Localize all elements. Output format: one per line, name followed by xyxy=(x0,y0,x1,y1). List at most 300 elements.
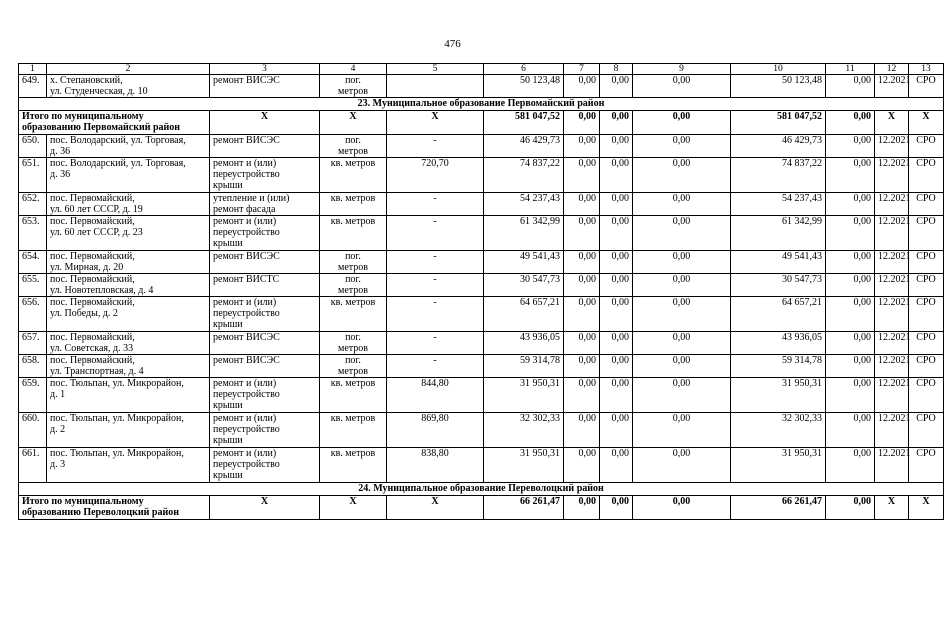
total-cell: X xyxy=(320,111,387,135)
value-cell: 0,00 xyxy=(633,297,731,332)
unit-cell xyxy=(320,135,387,158)
total-cell: X xyxy=(909,496,944,520)
value-cell: 43 936,05 xyxy=(484,332,564,355)
work-type-cell xyxy=(210,216,320,251)
work-type-cell xyxy=(210,158,320,193)
method-cell: СРО xyxy=(909,355,944,378)
unit-cell-line: метров xyxy=(338,343,368,354)
address-cell-line: ул. Победы, д. 2 xyxy=(50,308,118,319)
unit-cell-line: метров xyxy=(338,86,368,97)
value-cell: 31 950,31 xyxy=(731,448,826,483)
address-cell xyxy=(47,297,210,332)
unit-cell-line: пог. xyxy=(345,274,361,285)
unit-cell-line: пог. xyxy=(345,251,361,262)
page-number: 476 xyxy=(444,38,461,50)
unit-cell xyxy=(320,274,387,297)
address-cell-line: ул. Советская, д. 33 xyxy=(50,343,134,354)
address-cell-line: пос. Володарский, ул. Торговая, xyxy=(50,158,186,169)
quantity-cell: 720,70 xyxy=(387,158,484,193)
address-cell xyxy=(47,413,210,448)
value-cell: 43 936,05 xyxy=(731,332,826,355)
row-number: 650. xyxy=(19,135,47,158)
value-cell: 0,00 xyxy=(564,297,600,332)
value-cell: 0,00 xyxy=(600,274,633,297)
date-cell: 12.2021 xyxy=(875,413,909,448)
value-cell: 46 429,73 xyxy=(731,135,826,158)
value-cell: 0,00 xyxy=(633,274,731,297)
unit-cell-line: кв. метров xyxy=(330,378,376,389)
unit-cell xyxy=(320,413,387,448)
total-cell: 0,00 xyxy=(600,496,633,520)
date-cell: 12.2021 xyxy=(875,216,909,251)
table-row xyxy=(19,413,944,448)
value-cell: 0,00 xyxy=(600,158,633,193)
method-cell: СРО xyxy=(909,378,944,413)
work-type-cell-line: ремонт и (или) xyxy=(213,216,277,227)
work-type-cell-line: крыши xyxy=(213,319,243,330)
value-cell: 0,00 xyxy=(564,193,600,216)
table-row xyxy=(19,297,944,332)
work-type-cell xyxy=(210,332,320,355)
total-cell: 0,00 xyxy=(600,111,633,135)
address-cell-line: пос. Первомайский, xyxy=(50,355,135,366)
unit-cell-line: пог. xyxy=(345,135,361,146)
method-cell: СРО xyxy=(909,297,944,332)
method-cell: СРО xyxy=(909,216,944,251)
column-header: 6 xyxy=(484,64,564,75)
total-cell: 581 047,52 xyxy=(731,111,826,135)
unit-cell xyxy=(320,332,387,355)
work-type-cell-line: ремонт ВИСЭС xyxy=(213,75,280,86)
work-type-cell xyxy=(210,378,320,413)
unit-cell xyxy=(320,193,387,216)
work-type-cell-line: ремонт фасада xyxy=(213,204,276,215)
method-cell: СРО xyxy=(909,413,944,448)
method-cell: СРО xyxy=(909,332,944,355)
unit-cell-line: пог. xyxy=(345,75,361,86)
unit-cell xyxy=(320,355,387,378)
unit-cell xyxy=(320,216,387,251)
total-cell: 0,00 xyxy=(826,496,875,520)
address-cell-line: пос. Володарский, ул. Торговая, xyxy=(50,135,186,146)
value-cell: 0,00 xyxy=(826,158,875,193)
table-row xyxy=(19,274,944,297)
work-type-cell-line: переустройство xyxy=(213,308,280,319)
column-header: 12 xyxy=(875,64,909,75)
value-cell: 0,00 xyxy=(564,216,600,251)
address-cell xyxy=(47,274,210,297)
work-type-cell-line: крыши xyxy=(213,400,243,411)
total-label xyxy=(19,496,210,520)
quantity-cell: - xyxy=(387,251,484,274)
section-heading-row xyxy=(19,483,944,496)
value-cell: 0,00 xyxy=(826,251,875,274)
value-cell: 0,00 xyxy=(564,251,600,274)
value-cell: 0,00 xyxy=(564,413,600,448)
row-number: 658. xyxy=(19,355,47,378)
unit-cell xyxy=(320,158,387,193)
table-row xyxy=(19,378,944,413)
value-cell: 0,00 xyxy=(826,193,875,216)
column-header: 11 xyxy=(826,64,875,75)
address-cell xyxy=(47,135,210,158)
address-cell-line: пос. Первомайский, xyxy=(50,193,135,204)
value-cell: 0,00 xyxy=(826,135,875,158)
unit-cell-line: метров xyxy=(338,262,368,273)
total-cell: 0,00 xyxy=(564,111,600,135)
value-cell: 0,00 xyxy=(600,216,633,251)
value-cell: 64 657,21 xyxy=(731,297,826,332)
table-row xyxy=(19,135,944,158)
total-label-line: образованию Переволоцкий район xyxy=(22,507,179,518)
address-cell xyxy=(47,193,210,216)
column-header: 4 xyxy=(320,64,387,75)
unit-cell xyxy=(320,75,387,98)
date-cell: 12.2021 xyxy=(875,158,909,193)
address-cell-line: пос. Первомайский, xyxy=(50,332,135,343)
method-cell: СРО xyxy=(909,158,944,193)
column-header: 8 xyxy=(600,64,633,75)
address-cell-line: х. Степановский, xyxy=(50,75,123,86)
value-cell: 0,00 xyxy=(826,378,875,413)
total-cell: 0,00 xyxy=(633,496,731,520)
method-cell: СРО xyxy=(909,135,944,158)
value-cell: 74 837,22 xyxy=(484,158,564,193)
date-cell: 12.2021 xyxy=(875,75,909,98)
value-cell: 0,00 xyxy=(633,193,731,216)
table-row xyxy=(19,355,944,378)
quantity-cell: - xyxy=(387,297,484,332)
value-cell: 59 314,78 xyxy=(484,355,564,378)
value-cell: 64 657,21 xyxy=(484,297,564,332)
date-cell: 12.2021 xyxy=(875,135,909,158)
value-cell: 32 302,33 xyxy=(484,413,564,448)
date-cell: 12.2021 xyxy=(875,355,909,378)
total-label-line: Итого по муниципальному xyxy=(22,111,144,122)
work-type-cell-line: ремонт ВИСЭС xyxy=(213,332,280,343)
value-cell: 32 302,33 xyxy=(731,413,826,448)
value-cell: 0,00 xyxy=(600,297,633,332)
total-row xyxy=(19,111,944,135)
value-cell: 49 541,43 xyxy=(484,251,564,274)
value-cell: 61 342,99 xyxy=(484,216,564,251)
work-type-cell-line: переустройство xyxy=(213,459,280,470)
value-cell: 0,00 xyxy=(826,448,875,483)
value-cell: 0,00 xyxy=(826,355,875,378)
value-cell: 0,00 xyxy=(826,274,875,297)
total-cell: X xyxy=(875,496,909,520)
address-cell-line: д. 3 xyxy=(50,459,66,470)
row-number: 654. xyxy=(19,251,47,274)
address-cell xyxy=(47,251,210,274)
unit-cell xyxy=(320,448,387,483)
row-number: 652. xyxy=(19,193,47,216)
value-cell: 0,00 xyxy=(633,355,731,378)
quantity-cell: - xyxy=(387,135,484,158)
unit-cell-line: кв. метров xyxy=(330,216,376,227)
unit-cell-line: кв. метров xyxy=(330,297,376,308)
value-cell: 31 950,31 xyxy=(484,378,564,413)
value-cell: 0,00 xyxy=(564,332,600,355)
unit-cell-line: пог. xyxy=(345,332,361,343)
value-cell: 0,00 xyxy=(600,135,633,158)
quantity-cell: - xyxy=(387,332,484,355)
work-type-cell-line: ремонт и (или) xyxy=(213,448,277,459)
address-cell-line: ул. 60 лет СССР, д. 23 xyxy=(50,227,143,238)
total-cell: X xyxy=(387,496,484,520)
method-cell: СРО xyxy=(909,448,944,483)
address-cell-line: пос. Первомайский, xyxy=(50,251,135,262)
unit-cell-line: метров xyxy=(338,285,368,296)
value-cell: 54 237,43 xyxy=(484,193,564,216)
column-header: 3 xyxy=(210,64,320,75)
work-type-cell xyxy=(210,75,320,98)
row-number: 655. xyxy=(19,274,47,297)
method-cell: СРО xyxy=(909,193,944,216)
value-cell: 0,00 xyxy=(564,355,600,378)
work-type-cell xyxy=(210,355,320,378)
column-header-row xyxy=(19,64,944,75)
quantity-cell xyxy=(387,75,484,98)
address-cell xyxy=(47,158,210,193)
value-cell: 0,00 xyxy=(564,274,600,297)
capital-repair-table xyxy=(18,63,944,520)
table-row xyxy=(19,158,944,193)
work-type-cell-line: ремонт ВИСЭС xyxy=(213,355,280,366)
work-type-cell-line: переустройство xyxy=(213,227,280,238)
value-cell: 0,00 xyxy=(564,448,600,483)
value-cell: 0,00 xyxy=(600,413,633,448)
total-cell: X xyxy=(909,111,944,135)
unit-cell-line: кв. метров xyxy=(330,413,376,424)
quantity-cell: - xyxy=(387,216,484,251)
work-type-cell xyxy=(210,135,320,158)
total-cell: 66 261,47 xyxy=(484,496,564,520)
value-cell: 0,00 xyxy=(633,158,731,193)
address-cell xyxy=(47,332,210,355)
date-cell: 12.2021 xyxy=(875,274,909,297)
date-cell: 12.2021 xyxy=(875,251,909,274)
quantity-cell: 838,80 xyxy=(387,448,484,483)
address-cell-line: ул. Мирная, д. 20 xyxy=(50,262,124,273)
total-cell: 0,00 xyxy=(633,111,731,135)
column-header: 2 xyxy=(47,64,210,75)
value-cell: 54 237,43 xyxy=(731,193,826,216)
work-type-cell xyxy=(210,251,320,274)
work-type-cell-line: переустройство xyxy=(213,424,280,435)
work-type-cell-line: ремонт ВИСТС xyxy=(213,274,280,285)
table-row xyxy=(19,251,944,274)
quantity-cell: 844,80 xyxy=(387,378,484,413)
work-type-cell-line: ремонт и (или) xyxy=(213,297,277,308)
value-cell: 31 950,31 xyxy=(484,448,564,483)
total-cell: X xyxy=(210,496,320,520)
total-cell: 0,00 xyxy=(826,111,875,135)
work-type-cell-line: переустройство xyxy=(213,169,280,180)
work-type-cell xyxy=(210,297,320,332)
value-cell: 0,00 xyxy=(633,448,731,483)
total-label-line: образованию Первомайский район xyxy=(22,122,181,133)
value-cell: 59 314,78 xyxy=(731,355,826,378)
unit-cell-line: кв. метров xyxy=(330,448,376,459)
address-cell xyxy=(47,355,210,378)
address-cell xyxy=(47,75,210,98)
row-number: 653. xyxy=(19,216,47,251)
total-cell: 66 261,47 xyxy=(731,496,826,520)
address-cell xyxy=(47,216,210,251)
work-type-cell-line: переустройство xyxy=(213,389,280,400)
value-cell: 0,00 xyxy=(600,251,633,274)
work-type-cell-line: утепление и (или) xyxy=(213,193,290,204)
value-cell: 0,00 xyxy=(564,378,600,413)
column-header: 10 xyxy=(731,64,826,75)
row-number: 651. xyxy=(19,158,47,193)
column-header: 5 xyxy=(387,64,484,75)
address-cell xyxy=(47,448,210,483)
date-cell: 12.2021 xyxy=(875,378,909,413)
work-type-cell-line: ремонт ВИСЭС xyxy=(213,251,280,262)
total-cell: 581 047,52 xyxy=(484,111,564,135)
row-number: 659. xyxy=(19,378,47,413)
address-cell-line: пос. Первомайский, xyxy=(50,216,135,227)
column-header: 7 xyxy=(564,64,600,75)
value-cell: 0,00 xyxy=(564,75,600,98)
value-cell: 0,00 xyxy=(633,413,731,448)
total-row xyxy=(19,496,944,520)
value-cell: 0,00 xyxy=(633,135,731,158)
value-cell: 0,00 xyxy=(600,378,633,413)
address-cell-line: ул. 60 лет СССР, д. 19 xyxy=(50,204,143,215)
value-cell: 0,00 xyxy=(600,75,633,98)
unit-cell-line: кв. метров xyxy=(330,158,376,169)
quantity-cell: - xyxy=(387,274,484,297)
work-type-cell-line: ремонт и (или) xyxy=(213,413,277,424)
value-cell: 0,00 xyxy=(826,216,875,251)
unit-cell-line: метров xyxy=(338,366,368,377)
value-cell: 0,00 xyxy=(600,448,633,483)
value-cell: 0,00 xyxy=(633,378,731,413)
section-heading-row xyxy=(19,98,944,111)
date-cell: 12.2021 xyxy=(875,297,909,332)
work-type-cell-line: ремонт ВИСЭС xyxy=(213,135,280,146)
work-type-cell-line: ремонт и (или) xyxy=(213,378,277,389)
value-cell: 49 541,43 xyxy=(731,251,826,274)
quantity-cell: - xyxy=(387,193,484,216)
address-cell-line: пос. Тюльпан, ул. Микрорайон, xyxy=(50,378,184,389)
total-label-line: Итого по муниципальному xyxy=(22,496,144,507)
table-row xyxy=(19,75,944,98)
value-cell: 0,00 xyxy=(826,297,875,332)
address-cell-line: пос. Первомайский, xyxy=(50,297,135,308)
value-cell: 0,00 xyxy=(564,135,600,158)
unit-cell-line: метров xyxy=(338,146,368,157)
unit-cell xyxy=(320,297,387,332)
address-cell-line: пос. Тюльпан, ул. Микрорайон, xyxy=(50,413,184,424)
work-type-cell-line: ремонт и (или) xyxy=(213,158,277,169)
method-cell: СРО xyxy=(909,75,944,98)
address-cell-line: ул. Новотепловская, д. 4 xyxy=(50,285,154,296)
total-label xyxy=(19,111,210,135)
value-cell: 0,00 xyxy=(564,158,600,193)
value-cell: 74 837,22 xyxy=(731,158,826,193)
section-title: 23. Муниципальное образование Первомайский район xyxy=(19,98,944,111)
value-cell: 0,00 xyxy=(600,355,633,378)
total-cell: X xyxy=(320,496,387,520)
work-type-cell xyxy=(210,448,320,483)
total-cell: 0,00 xyxy=(564,496,600,520)
row-number: 661. xyxy=(19,448,47,483)
value-cell: 0,00 xyxy=(600,193,633,216)
row-number: 657. xyxy=(19,332,47,355)
date-cell: 12.2021 xyxy=(875,332,909,355)
value-cell: 46 429,73 xyxy=(484,135,564,158)
value-cell: 0,00 xyxy=(826,332,875,355)
value-cell: 0,00 xyxy=(633,216,731,251)
value-cell: 0,00 xyxy=(633,75,731,98)
unit-cell-line: пог. xyxy=(345,355,361,366)
total-cell: X xyxy=(387,111,484,135)
method-cell: СРО xyxy=(909,251,944,274)
value-cell: 0,00 xyxy=(633,332,731,355)
address-cell-line: ул. Студенческая, д. 10 xyxy=(50,86,148,97)
work-type-cell xyxy=(210,413,320,448)
row-number: 660. xyxy=(19,413,47,448)
unit-cell xyxy=(320,378,387,413)
row-number: 649. xyxy=(19,75,47,98)
table-row xyxy=(19,332,944,355)
table-row xyxy=(19,216,944,251)
work-type-cell-line: крыши xyxy=(213,238,243,249)
total-cell: X xyxy=(210,111,320,135)
address-cell xyxy=(47,378,210,413)
address-cell-line: д. 36 xyxy=(50,169,71,180)
method-cell: СРО xyxy=(909,274,944,297)
unit-cell xyxy=(320,251,387,274)
table-row xyxy=(19,193,944,216)
value-cell: 61 342,99 xyxy=(731,216,826,251)
column-header: 13 xyxy=(909,64,944,75)
column-header: 1 xyxy=(19,64,47,75)
work-type-cell-line: крыши xyxy=(213,435,243,446)
date-cell: 12.2021 xyxy=(875,448,909,483)
work-type-cell xyxy=(210,193,320,216)
table-row xyxy=(19,448,944,483)
value-cell: 31 950,31 xyxy=(731,378,826,413)
quantity-cell: 869,80 xyxy=(387,413,484,448)
address-cell-line: д. 2 xyxy=(50,424,66,435)
value-cell: 30 547,73 xyxy=(484,274,564,297)
address-cell-line: пос. Первомайский, xyxy=(50,274,135,285)
date-cell: 12.2021 xyxy=(875,193,909,216)
unit-cell-line: кв. метров xyxy=(330,193,376,204)
value-cell: 0,00 xyxy=(826,413,875,448)
value-cell: 50 123,48 xyxy=(731,75,826,98)
value-cell: 30 547,73 xyxy=(731,274,826,297)
work-type-cell-line: крыши xyxy=(213,470,243,481)
address-cell-line: д. 36 xyxy=(50,146,71,157)
work-type-cell xyxy=(210,274,320,297)
address-cell-line: пос. Тюльпан, ул. Микрорайон, xyxy=(50,448,184,459)
section-title: 24. Муниципальное образование Переволоцкий район xyxy=(19,483,944,496)
value-cell: 50 123,48 xyxy=(484,75,564,98)
work-type-cell-line: крыши xyxy=(213,180,243,191)
address-cell-line: ул. Транспортная, д. 4 xyxy=(50,366,144,377)
total-cell: X xyxy=(875,111,909,135)
address-cell-line: д. 1 xyxy=(50,389,66,400)
value-cell: 0,00 xyxy=(633,251,731,274)
column-header: 9 xyxy=(633,64,731,75)
value-cell: 0,00 xyxy=(826,75,875,98)
